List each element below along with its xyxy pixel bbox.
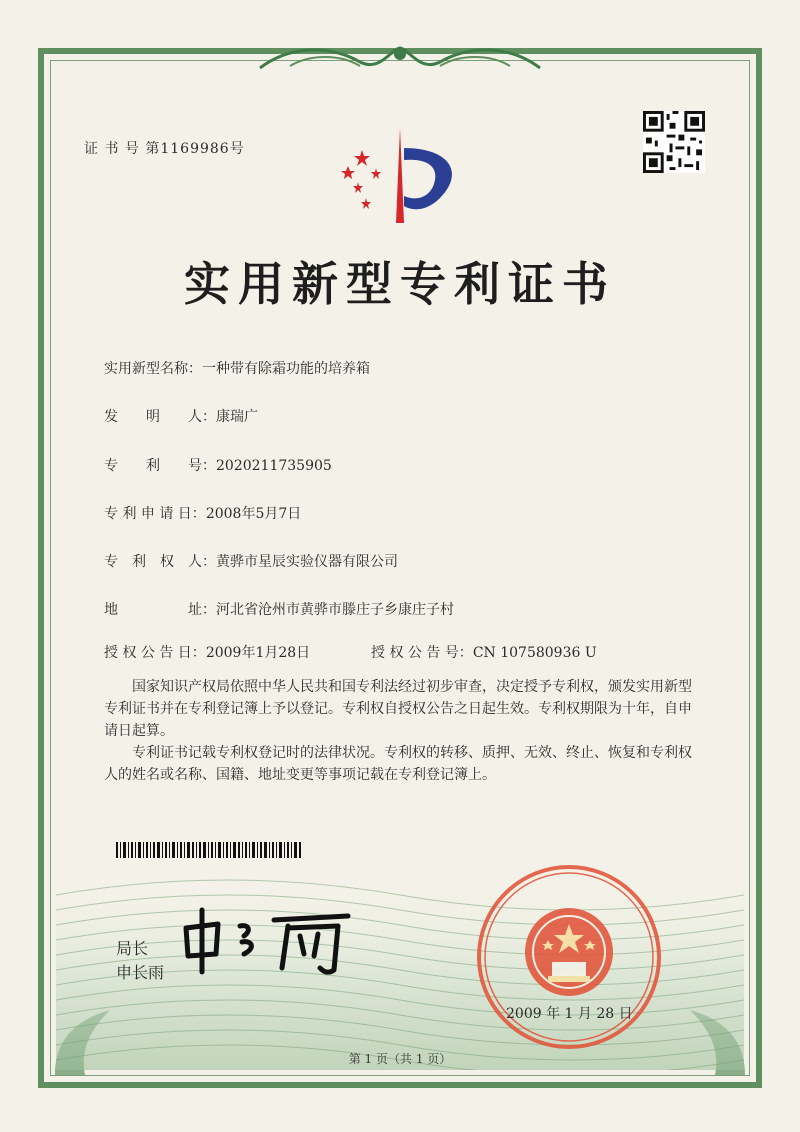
filing-date-label: 专 利 申 请 日： <box>104 506 206 522</box>
utility-model-name-label: 实用新型名称： <box>104 361 202 377</box>
body-paragraph-2: 专利证书记载专利权登记时的法律状况。专利权的转移、质押、无效、终止、恢复和专利权人的姓名或名称、国籍、地址变更等事项记载在专利登记簿上。 <box>104 745 692 783</box>
top-ornament <box>250 40 550 78</box>
grant-number-label: 授 权 公 告 号： <box>371 645 473 661</box>
patentee-row <box>104 551 398 571</box>
patentee: 黄骅市星辰实验仪器有限公司 <box>216 554 398 570</box>
certificate-title: 实用新型专利证书 <box>184 257 616 311</box>
patentee-label: 专 利 权 人： <box>104 554 216 570</box>
barcode-icon <box>116 842 302 858</box>
director-title: 局长 <box>116 939 149 958</box>
filing-date: 2008年5月7日 <box>205 506 302 522</box>
address: 河北省沧州市黄骅市滕庄子乡康庄子村 <box>216 602 454 618</box>
grant-date: 2009年1月28日 <box>205 645 311 661</box>
certificate-number: 证 书 号 第1169986号 <box>84 141 245 157</box>
director-name: 申长雨 <box>116 963 165 982</box>
grant-date-label: 授 权 公 告 日： <box>104 645 206 661</box>
grant-number-row <box>371 642 597 662</box>
inventor: 康瑞广 <box>216 409 258 425</box>
grant-date-row <box>104 642 310 662</box>
patent-number-row <box>104 455 332 475</box>
seal-date: 2009 年 1 月 28 日 <box>506 1006 633 1022</box>
utility-model-name: 一种带有除霜功能的培养箱 <box>202 361 370 377</box>
director-signature <box>178 906 358 976</box>
inventor-row <box>104 406 258 426</box>
qr-code-icon <box>643 111 705 173</box>
address-row <box>104 599 454 619</box>
patent-number: 2020211735905 <box>216 458 332 474</box>
address-label: 地 址： <box>104 602 216 618</box>
utility-model-name-row <box>104 358 370 378</box>
inventor-label: 发 明 人： <box>104 409 216 425</box>
cnipa-emblem-icon <box>330 118 470 228</box>
patent-number-label: 专 利 号： <box>104 458 216 474</box>
page-number: 第 1 页（共 1 页） <box>348 1052 452 1066</box>
official-seal <box>474 862 664 1052</box>
grant-number: CN 107580936 U <box>472 645 597 661</box>
filing-date-row <box>104 503 301 523</box>
body-paragraph-1: 国家知识产权局依照中华人民共和国专利法经过初步审查，决定授予专利权，颁发实用新型专利证书并在专利登记簿上予以登记。专利权自授权公告之日起生效。专利权期限为十年，自申请日起算。 <box>104 679 692 739</box>
